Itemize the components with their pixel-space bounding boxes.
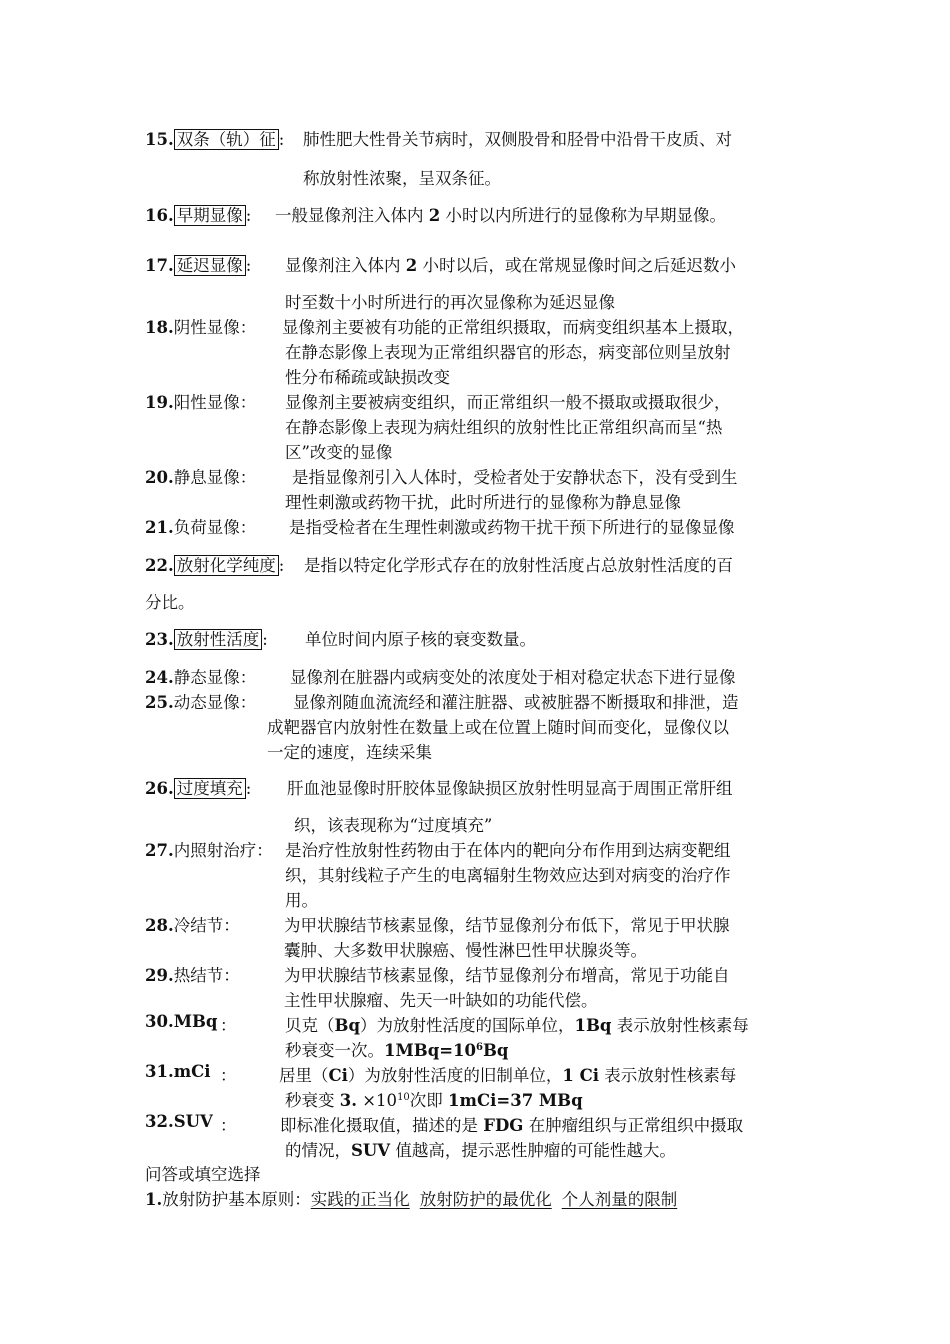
entry-20 — [145, 464, 815, 512]
definition-line: 秒衰变 3. $\times 10^{10}$次即 1mCi=37 MBq — [285, 1091, 583, 1110]
term: 动态显像： — [173, 693, 257, 712]
definition-line: 囊肿、大多数甲状腺癌、慢性淋巴性甲状腺炎等。 — [284, 941, 647, 960]
definition-line: 时至数十小时所进行的再次显像称为延迟显像 — [285, 293, 615, 312]
definition-line: 秒衰变一次。$1MBq=10^6Bq$ — [285, 1041, 509, 1060]
entry-number: 23. — [145, 630, 174, 649]
definition-line: 称放射性浓聚，呈双条征。 — [303, 169, 501, 188]
definition-line: 显像剂随血流流经和灌注脏器、或被脏器不断摄取和排泄，造 — [293, 693, 739, 712]
entry-number: 29. — [145, 966, 174, 985]
colon: : — [245, 256, 252, 275]
definition-line: 是治疗性放射性药物由于在体内的靶向分布作用到达病变靶组 — [285, 841, 731, 860]
question-label: 放射防护基本原则： — [162, 1190, 311, 1209]
colon: : — [278, 130, 285, 149]
definition-line: 性分布稀疏或缺损改变 — [285, 368, 450, 387]
entry-number: 24. — [145, 668, 174, 687]
definition-line: 是指显像剂引入人体时，受检者处于安静状态下，没有受到生 — [292, 468, 738, 487]
definition-line: 织，该表现称为“过度填充” — [294, 816, 493, 835]
definition-line: 单位时间内原子核的衰变数量。 — [305, 630, 536, 649]
definition-line: 为甲状腺结节核素显像，结节显像剂分布增高，常见于功能自 — [284, 966, 730, 985]
entry-number: 21. — [145, 518, 174, 537]
definition-line: 即标准化摄取值，描述的是 FDG 在肿瘤组织与正常组织中摄取 — [280, 1116, 744, 1135]
term: 阳性显像： — [173, 393, 257, 412]
definition-line: 是指以特定化学形式存在的放射性活度占总放射性活度的百 — [304, 556, 733, 575]
answer-1: 实践的正当化 — [310, 1190, 410, 1209]
definition-line: 理性刺激或药物干扰，此时所进行的显像称为静息显像 — [285, 493, 681, 512]
definition-line: 的情况，SUV 值越高，提示恶性肿瘤的可能性越大。 — [285, 1141, 676, 1160]
entry-23 — [145, 626, 815, 650]
entry-22 — [145, 552, 815, 612]
entry-21 — [145, 514, 815, 538]
term: 内照射治疗： — [173, 841, 273, 860]
definition-line: 一定的速度，连续采集 — [267, 743, 432, 762]
definition-line: 显像剂注入体内 2 小时以后，或在常规显像时间之后延迟数小 — [285, 256, 736, 275]
definition-line: 为甲状腺结节核素显像，结节显像剂分布低下，常见于甲状腺 — [284, 916, 730, 935]
term: 双条（轨）征 — [174, 129, 279, 150]
entry-26 — [145, 775, 815, 835]
term: 热结节： — [173, 966, 240, 985]
entry-number: 15. — [145, 130, 174, 149]
term: 过度填充 — [174, 778, 246, 799]
term: 放射化学纯度 — [174, 555, 279, 576]
definition-line: 肺性肥大性骨关节病时，双侧股骨和胫骨中沿骨干皮质、对 — [303, 130, 732, 149]
definition-line: 居里（Ci）为放射性活度的旧制单位，1 Ci 表示放射性核素每 — [279, 1066, 737, 1085]
entry-31 — [145, 1062, 815, 1110]
definition-line: 是指受检者在生理性刺激或药物干扰干预下所进行的显像显像 — [289, 518, 735, 537]
definition-line: 显像剂主要被病变组织，而正常组织一般不摄取或摄取很少， — [285, 393, 731, 412]
entry-number: 16. — [145, 206, 174, 225]
entry-number: 20. — [145, 468, 174, 487]
entry-number: 18. — [145, 318, 174, 337]
entry-number: 32.SUV — [145, 1112, 213, 1131]
entry-16 — [145, 202, 815, 226]
term: 静息显像： — [173, 468, 257, 487]
definition-line: 贝克（Bq）为放射性活度的国际单位，1Bq 表示放射性核素每 — [285, 1016, 749, 1035]
separator: ： — [220, 1066, 237, 1085]
entry-number: 30.MBq — [145, 1012, 218, 1031]
answer-2: 放射防护的最优化 — [419, 1190, 552, 1209]
colon: : — [278, 556, 285, 575]
definition-line: 显像剂在脏器内或病变处的浓度处于相对稳定状态下进行显像 — [290, 668, 736, 687]
definition-line: 在静态影像上表现为病灶组织的放射性比正常组织高而呈“热 — [285, 418, 723, 437]
entry-number: 22. — [145, 556, 174, 575]
term: 放射性活度 — [174, 629, 263, 650]
entry-number: 17. — [145, 256, 174, 275]
entry-30 — [145, 1012, 815, 1060]
entry-28 — [145, 912, 815, 960]
term: 早期显像 — [174, 205, 246, 226]
entry-number: 19. — [145, 393, 174, 412]
entry-17 — [145, 252, 815, 312]
entry-29 — [145, 962, 815, 1010]
definition-line: 用。 — [285, 891, 318, 910]
entry-25 — [145, 689, 815, 762]
definition-line: 在静态影像上表现为正常组织器官的形态，病变部位则呈放射 — [285, 343, 731, 362]
entry-27 — [145, 837, 815, 910]
term: 负荷显像： — [173, 518, 257, 537]
term: 阴性显像： — [173, 318, 257, 337]
entry-number: 26. — [145, 779, 174, 798]
definition-line: 显像剂主要被有功能的正常组织摄取，而病变组织基本上摄取， — [282, 318, 744, 337]
definition-line: 区”改变的显像 — [285, 443, 393, 462]
section-title: 问答或填空选择 — [145, 1165, 261, 1184]
entry-32 — [145, 1112, 815, 1160]
definition-line: 成靶器官内放射性在数量上或在位置上随时间而变化，显像仪以 — [267, 718, 729, 737]
entry-18 — [145, 314, 815, 387]
term: 冷结节： — [173, 916, 240, 935]
definition-line: 主性甲状腺瘤、先天一叶缺如的功能代偿。 — [284, 991, 598, 1010]
definition-line: 肝血池显像时肝胶体显像缺损区放射性明显高于周围正常肝组 — [287, 779, 733, 798]
entry-number: 28. — [145, 916, 174, 935]
colon: : — [245, 779, 252, 798]
question-1 — [145, 1186, 815, 1210]
entry-15 — [145, 126, 815, 188]
definition-line: 织，其射线粒子产生的电离辐射生物效应达到对病变的治疗作 — [285, 866, 731, 885]
colon: : — [245, 206, 252, 225]
separator: ： — [220, 1116, 237, 1135]
term: 静态显像： — [173, 668, 257, 687]
definition-line: 分比。 — [145, 593, 195, 612]
entry-number: 25. — [145, 693, 174, 712]
entry-number: 27. — [145, 841, 174, 860]
entry-number: 31.mCi — [145, 1062, 211, 1081]
answer-3: 个人剂量的限制 — [561, 1190, 678, 1209]
question-number: 1. — [145, 1190, 163, 1209]
separator: ： — [220, 1016, 237, 1035]
entry-19 — [145, 389, 815, 462]
colon: : — [262, 630, 268, 649]
entry-24 — [145, 664, 815, 688]
definition-line: 一般显像剂注入体内 2 小时以内所进行的显像称为早期显像。 — [275, 206, 726, 225]
term: 延迟显像 — [174, 255, 246, 276]
